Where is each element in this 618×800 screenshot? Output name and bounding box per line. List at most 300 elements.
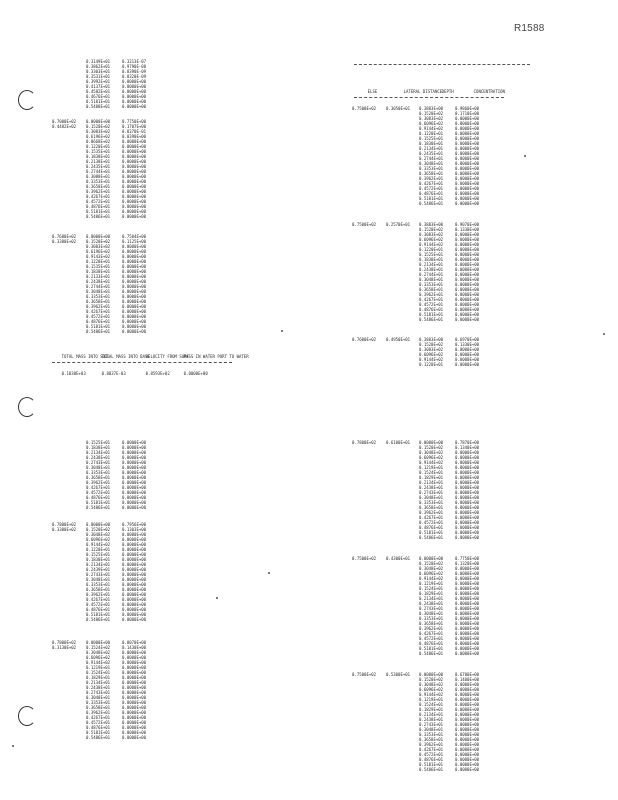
table-cell: 0.0000E+00: [419, 440, 444, 445]
table-cell: 0.3992E+01: [86, 79, 111, 84]
table-cell: 0.4267E+01: [419, 515, 444, 520]
table-cell: 0.2744E+01: [86, 169, 111, 174]
table-cell: 0.3149E+01: [86, 59, 111, 64]
table-cell: 0.0000E+00: [122, 587, 147, 592]
table-cell: 0.5300E+01: [386, 672, 411, 677]
table-cell: 0.0000E+00: [122, 592, 147, 597]
table-cell: 0.2744E+01: [419, 272, 444, 277]
table-cell: 0.4582E+01: [86, 89, 111, 94]
table-cell: 0.0000E+00: [455, 181, 480, 186]
table-cell: 0.0000E+00: [455, 357, 480, 362]
table-cell: [52, 735, 86, 740]
table-cell: 0.4267E+01: [86, 597, 111, 602]
table-cell: 0.0000E+00: [455, 257, 480, 262]
table-cell: 0.2134E+01: [86, 450, 111, 455]
table-cell: 0.0000E+00: [455, 455, 480, 460]
table-row: [352, 651, 491, 656]
table-cell: 0.6096E+02: [419, 121, 444, 126]
table-cell: 0.4676E+01: [86, 94, 111, 99]
table-cell: 0.1829E+01: [419, 591, 444, 596]
table-cell: 0.0000E+00: [122, 149, 147, 154]
table-cell: 0.1525E+01: [419, 136, 444, 141]
table-cell: 0.0000E+00: [455, 176, 480, 181]
table-cell: 0.1320E+00: [455, 561, 480, 566]
table-cell: 0.0000E+00: [455, 287, 480, 292]
table-cell: 0.7800E+02: [52, 522, 77, 527]
table-cell: 0.0000E+00: [455, 722, 480, 727]
table-cell: 0.0000E+00: [455, 317, 480, 322]
table-cell: 0.0000E+00: [455, 126, 480, 131]
table-cell: 0.0000E+00: [122, 99, 147, 104]
table-cell: 0.2134E+01: [86, 680, 111, 685]
table-cell: 0.0000E+00: [122, 710, 147, 715]
table-cell: 0.0000E+00: [122, 720, 147, 725]
table-cell: 0.4572E+01: [86, 720, 111, 725]
table-cell: 0.2570E+01: [386, 222, 411, 227]
table-cell: 0.3353E+01: [86, 179, 111, 184]
table-cell: 0.0000E+00: [455, 626, 480, 631]
table-cell: 0.2743E+01: [419, 490, 444, 495]
table-cell: 0.1829E+01: [419, 475, 444, 480]
table-row: [352, 362, 491, 367]
table-cell: 0.3658E+01: [419, 171, 444, 176]
table-cell: 0.0000E+00: [455, 121, 480, 126]
table-cell: 0.0000E+00: [455, 697, 480, 702]
table-cell: 0.3353E+01: [86, 470, 111, 475]
table-cell: 0.7600E+02: [352, 337, 377, 342]
table-cell: 0.0000E+00: [455, 631, 480, 636]
table-cell: 0.4876E+01: [419, 525, 444, 530]
table-cell: 0.0000E+00: [455, 737, 480, 742]
table-cell: 0.0000E+00: [122, 204, 147, 209]
table-cell: 0.0000E+00: [455, 535, 480, 540]
table-row: [52, 735, 158, 740]
table-cell: 0.0000E+00: [122, 269, 147, 274]
table-cell: 0.1707E+00: [122, 124, 147, 129]
table-cell: 0.3048E+01: [86, 695, 111, 700]
table-cell: 0.6096E+02: [419, 687, 444, 692]
table-cell: 0.5486E+01: [86, 329, 111, 334]
table-cell: 0.0000E+00: [122, 304, 147, 309]
table-cell: 0.3658E+01: [419, 505, 444, 510]
table-cell: 0.0000E+00: [122, 139, 147, 144]
table-cell: 0.5486E+01: [86, 505, 111, 510]
table-cell: 0.2134E+01: [419, 480, 444, 485]
table-cell: 0.0000E+00: [122, 725, 147, 730]
table-cell: [386, 362, 419, 367]
table-cell: 0.0000E+00: [122, 705, 147, 710]
table-cell: 0.3658E+01: [86, 184, 111, 189]
table-row: [352, 767, 491, 772]
table-cell: 0.0000E+00: [455, 171, 480, 176]
table-cell: 0.4572E+01: [419, 302, 444, 307]
table-cell: 0.0000E+00: [122, 602, 147, 607]
table-cell: 0.4137E+01: [86, 84, 111, 89]
table-cell: 0.0000E+00: [122, 174, 147, 179]
table-cell: 0.1525E+01: [86, 440, 111, 445]
table-cell: 0.3353E+01: [86, 700, 111, 705]
table-cell: 0.7500E+02: [352, 672, 377, 677]
table-cell: [352, 651, 386, 656]
table-cell: 0.4876E+01: [86, 725, 111, 730]
table-cell: 0.0000E+00: [122, 84, 147, 89]
table-cell: 0.7504E+00: [122, 234, 147, 239]
table-cell: 0.1838E+01: [86, 154, 111, 159]
table-cell: 0.0000E+00: [122, 612, 147, 617]
table-cell: 0.0000E+00: [122, 685, 147, 690]
table-cell: 0.9143E+02: [86, 254, 111, 259]
table-cell: 0.0000E+00: [122, 470, 147, 475]
table-cell: 0.1220E+01: [419, 362, 444, 367]
table-cell: 0.0000E+00: [122, 264, 147, 269]
table-cell: 0.3353E+01: [419, 166, 444, 171]
table-cell: 0.0000E+00: [455, 166, 480, 171]
table-cell: 0.2743E+01: [86, 460, 111, 465]
summary-values: [52, 366, 244, 381]
table-cell: 0.0000E+00: [122, 299, 147, 304]
data-block-right-6: [352, 672, 491, 772]
table-cell: 0.0000E+00: [122, 485, 147, 490]
table-cell: 0.0000E+00: [455, 712, 480, 717]
table-cell: 0.9144E+02: [419, 460, 444, 465]
table-cell: 0.1220E+01: [86, 144, 111, 149]
table-cell: [386, 767, 419, 772]
table-cell: 0.0000E+00: [122, 324, 147, 329]
table-row: [52, 329, 158, 334]
table-row: [352, 535, 491, 540]
table-cell: 0.0000E+00: [455, 747, 480, 752]
table-cell: [52, 617, 86, 622]
table-cell: 0.0000E+00: [455, 601, 480, 606]
scan-speck: [524, 155, 526, 157]
table-cell: 0.0000E+00: [122, 289, 147, 294]
table-cell: [52, 104, 86, 109]
table-cell: 0.0000E+00: [455, 191, 480, 196]
table-cell: [386, 651, 419, 656]
table-cell: 0.4572E+01: [86, 490, 111, 495]
table-cell: 0.3962E+01: [419, 742, 444, 747]
table-cell: 0.0000E+00: [455, 302, 480, 307]
table-cell: 0.2134E+01: [419, 712, 444, 717]
table-cell: 0.4572E+01: [419, 636, 444, 641]
table-row: [52, 104, 158, 109]
table-cell: 0.0000E+00: [455, 465, 480, 470]
table-cell: 0.0000E+00: [122, 154, 147, 159]
summary-rule: [52, 362, 232, 363]
table-cell: 0.0000E+00: [455, 297, 480, 302]
data-block-right-3: [352, 337, 491, 367]
table-cell: 0.2438E+01: [86, 685, 111, 690]
table-cell: 0.3658E+01: [86, 475, 111, 480]
table-cell: 0.5181E+01: [419, 646, 444, 651]
table-cell: 0.0000E+00: [122, 597, 147, 602]
table-cell: 0.0000E+00: [455, 762, 480, 767]
table-cell: 0.1330E+00: [455, 342, 480, 347]
table-cell: 0.3048E+01: [86, 577, 111, 582]
table-cell: 0.6096E+02: [419, 352, 444, 357]
table-cell: 0.0000E+00: [122, 450, 147, 455]
table-cell: 0.0000E+00: [122, 244, 147, 249]
table-cell: 0.0000E+00: [455, 116, 480, 121]
table-cell: 0.2744E+01: [419, 156, 444, 161]
table-cell: 0.5486E+01: [86, 617, 111, 622]
table-cell: 0.2439E+01: [86, 567, 111, 572]
table-cell: 0.1830E+01: [86, 557, 111, 562]
table-cell: 0.3083E+02: [86, 129, 111, 134]
table-cell: 0.3962E+01: [419, 626, 444, 631]
data-block-left-2: [52, 119, 158, 219]
table-cell: 0.4267E+01: [86, 715, 111, 720]
table-cell: 0.0000E+00: [455, 606, 480, 611]
table-cell: 0.7000E+02: [52, 119, 77, 124]
table-cell: 0.0000E+00: [122, 490, 147, 495]
table-cell: 0.0000E+00: [122, 582, 147, 587]
table-cell: 0.3048E+02: [86, 650, 111, 655]
table-cell: 0.0000E+00: [122, 279, 147, 284]
table-cell: 0.1535E+01: [86, 264, 111, 269]
table-cell: 0.3658E+01: [419, 737, 444, 742]
table-cell: 0.3962E+01: [86, 189, 111, 194]
table-cell: [386, 317, 419, 322]
table-cell: 0.5486E+01: [419, 317, 444, 322]
table-cell: 0.8070E+00: [122, 640, 147, 645]
table-cell: 0.1520E+02: [419, 111, 444, 116]
table-cell: 0.1219E+01: [419, 465, 444, 470]
table-cell: 0.3083E+02: [419, 116, 444, 121]
table-cell: 0.7500E+02: [352, 556, 377, 561]
summary-value-3: 0.0000E+00: [183, 371, 208, 376]
table-cell: 0.0000E+00: [122, 505, 147, 510]
table-cell: 0.2435E+01: [419, 151, 444, 156]
table-cell: 0.6970E+00: [455, 337, 480, 342]
table-cell: 0.2138E+01: [86, 159, 111, 164]
table-cell: 0.2435E+01: [86, 164, 111, 169]
table-cell: 0.4876E+01: [86, 607, 111, 612]
table-cell: 0.0000E+00: [455, 312, 480, 317]
table-cell: 0.3300E+02: [52, 527, 77, 532]
table-cell: 0.4876E+01: [86, 319, 111, 324]
table-cell: 0.5486E+01: [419, 201, 444, 206]
table-cell: 0.0000E+00: [455, 277, 480, 282]
table-cell: 0.0000E+00: [455, 505, 480, 510]
table-cell: 0.1524E+02: [86, 645, 111, 650]
table-cell: 0.3048E+01: [419, 161, 444, 166]
table-cell: 0.1303E+00: [122, 527, 147, 532]
punch-hole-top: [18, 90, 36, 110]
table-cell: 0.0000E+00: [455, 596, 480, 601]
table-cell: 0.3048E+01: [86, 465, 111, 470]
table-cell: 0.5181E+01: [419, 196, 444, 201]
table-cell: 0.0000E+00: [86, 640, 111, 645]
table-cell: [352, 362, 386, 367]
table-cell: 0.0000E+00: [455, 242, 480, 247]
table-cell: 0.6196E+02: [86, 249, 111, 254]
table-cell: 0.0000E+00: [122, 607, 147, 612]
table-cell: 0.2134E+01: [419, 262, 444, 267]
table-cell: 0.0000E+00: [122, 655, 147, 660]
table-cell: 0.8390E-09: [122, 69, 147, 74]
table-cell: 0.0000E+00: [122, 735, 147, 740]
table-cell: 0.3213E-07: [122, 59, 147, 64]
table-cell: 0.4876E+01: [419, 191, 444, 196]
table-cell: 0.0000E+00: [455, 247, 480, 252]
table-cell: 0.3048E+01: [419, 495, 444, 500]
table-row: [352, 317, 491, 322]
table-cell: 0.0000E+00: [122, 144, 147, 149]
table-cell: 0.2438E+01: [419, 717, 444, 722]
table-cell: 0.2743E+01: [419, 722, 444, 727]
table-cell: 0.3658E+01: [86, 587, 111, 592]
table-cell: 0.0000E+00: [122, 557, 147, 562]
table-cell: 0.0000E+00: [455, 196, 480, 201]
table-cell: 0.1430E+00: [122, 645, 147, 650]
table-cell: 0.2438E+01: [86, 279, 111, 284]
data-block-left-1: [52, 59, 158, 109]
table-cell: 0.2438E+01: [419, 601, 444, 606]
data-block-right-4: [352, 440, 491, 540]
table-cell: 0.0000E+00: [455, 131, 480, 136]
table-cell: 0.0000E+00: [455, 530, 480, 535]
table-cell: 0.0000E+00: [122, 715, 147, 720]
table-cell: 0.0000E+00: [122, 455, 147, 460]
table-cell: 0.6780E+00: [455, 672, 480, 677]
table-cell: 0.3050E+01: [386, 106, 411, 111]
table-cell: [352, 767, 386, 772]
table-cell: 0.0000E+00: [455, 576, 480, 581]
table-cell: 0.5488E+01: [86, 104, 111, 109]
table-cell: 0.0000E+00: [455, 510, 480, 515]
table-cell: 0.3083E+02: [419, 232, 444, 237]
table-cell: 0.7956E+00: [122, 522, 147, 527]
table-cell: 0.1525E+01: [419, 252, 444, 257]
table-cell: 0.1340E+00: [455, 445, 480, 450]
table-cell: 0.0000E+00: [86, 119, 111, 124]
table-cell: 0.0000E+00: [455, 232, 480, 237]
table-cell: 0.0000E+00: [122, 695, 147, 700]
table-cell: 0.0390E+00: [122, 134, 147, 139]
table-cell: 0.2134E+01: [419, 146, 444, 151]
table-cell: 0.1219E+01: [419, 581, 444, 586]
table-cell: 0.4300E+01: [386, 556, 411, 561]
table-cell: 0.1220E+01: [419, 247, 444, 252]
table-cell: [52, 214, 86, 219]
table-cell: 0.0000E+00: [122, 104, 147, 109]
table-cell: 0.3353E+01: [419, 282, 444, 287]
table-cell: 0.3962E+01: [86, 480, 111, 485]
table-cell: 0.5486E+01: [419, 651, 444, 656]
table-cell: 0.3862E+01: [86, 64, 111, 69]
table-cell: 0.4482E+02: [52, 124, 77, 129]
data-block-left-6: [52, 640, 158, 740]
table-cell: 0.5486E+01: [419, 767, 444, 772]
table-cell: 0.1220E+01: [86, 259, 111, 264]
scan-speck: [12, 745, 14, 747]
table-cell: 0.0000E+00: [455, 146, 480, 151]
table-cell: 0.0000E+00: [122, 650, 147, 655]
table-cell: 0.4950E+01: [386, 337, 411, 342]
table-cell: 0.0000E+00: [455, 495, 480, 500]
table-cell: 0.5486E+01: [86, 735, 111, 740]
table-cell: 0.0000E+00: [455, 470, 480, 475]
table-cell: 0.0000E+00: [86, 234, 111, 239]
table-cell: 0.0000E+00: [122, 552, 147, 557]
table-cell: 0.0000E+00: [455, 352, 480, 357]
table-cell: 0.1520E+02: [86, 527, 111, 532]
table-cell: 0.0000E+00: [455, 347, 480, 352]
table-cell: 0.0000E+00: [455, 727, 480, 732]
data-block-right-5: [352, 556, 491, 656]
table-cell: 0.1219E+01: [419, 697, 444, 702]
table-cell: 0.4267E+01: [419, 181, 444, 186]
table-cell: 0.3962E+01: [86, 592, 111, 597]
table-cell: 0.0000E+00: [455, 717, 480, 722]
table-cell: 0.0000E+00: [122, 617, 147, 622]
table-cell: 0.3048E+02: [419, 450, 444, 455]
scan-speck: [603, 333, 605, 335]
col-header-else: ELSE: [367, 89, 378, 94]
table-cell: 0.3962E+01: [419, 292, 444, 297]
table-cell: 0.1400E+00: [455, 677, 480, 682]
table-cell: 0.0000E+00: [122, 314, 147, 319]
table-cell: 0.3130E+02: [52, 645, 77, 650]
table-cell: 0.0000E+00: [455, 621, 480, 626]
table-cell: 0.0000E+00: [455, 292, 480, 297]
table-cell: 0.3658E+01: [86, 299, 111, 304]
table-cell: 0.3083E+02: [86, 244, 111, 249]
table-row: [52, 214, 158, 219]
summary-header-0: TOTAL MASS INTO SOIL: [61, 354, 110, 359]
table-cell: 0.0000E+00: [455, 460, 480, 465]
table-cell: 0.4572E+01: [86, 314, 111, 319]
table-cell: 0.0000E+00: [122, 440, 147, 445]
table-cell: 0.0000E+00: [122, 284, 147, 289]
table-cell: 0.0000E+00: [122, 475, 147, 480]
table-cell: 0.1525E+01: [86, 552, 111, 557]
table-cell: 0.0000E+00: [122, 259, 147, 264]
table-cell: 0.9860E+00: [455, 106, 480, 111]
table-cell: 0.0000E+00: [122, 189, 147, 194]
table-cell: 0.2133E+01: [86, 274, 111, 279]
table-cell: 0.9144E+02: [419, 126, 444, 131]
table-cell: 0.1520E+02: [86, 239, 111, 244]
table-cell: 0.0000E+00: [455, 641, 480, 646]
table-cell: 0.6196E+02: [86, 134, 111, 139]
table-cell: 0.5181E+01: [86, 99, 111, 104]
table-cell: 0.0000E+00: [455, 646, 480, 651]
table-cell: 0.7500E+02: [352, 222, 377, 227]
table-cell: 0.5181E+01: [419, 312, 444, 317]
table-cell: 0.0000E+00: [122, 179, 147, 184]
table-cell: 0.4572E+01: [86, 602, 111, 607]
table-cell: 0.6096E+02: [86, 655, 111, 660]
table-cell: 0.3353E+01: [419, 616, 444, 621]
table-cell: 0.0000E+00: [122, 480, 147, 485]
table-cell: 0.0000E+00: [122, 460, 147, 465]
table-cell: 0.5181E+01: [419, 530, 444, 535]
table-cell: 0.4572E+01: [86, 199, 111, 204]
table-cell: 0.2743E+01: [86, 690, 111, 695]
table-cell: 0.0000E+00: [122, 665, 147, 670]
table-cell: 0.1220E+01: [86, 547, 111, 552]
table-cell: 0.0000E+00: [122, 680, 147, 685]
table-cell: 0.0000E+00: [455, 307, 480, 312]
table-cell: 0.0000E+00: [455, 682, 480, 687]
table-cell: 0.0000E+00: [122, 184, 147, 189]
table-cell: 0.0000E+00: [122, 700, 147, 705]
table-cell: 0.9144E+02: [86, 660, 111, 665]
table-cell: 0.0000E+00: [455, 757, 480, 762]
table-cell: 0.0000E+00: [122, 164, 147, 169]
